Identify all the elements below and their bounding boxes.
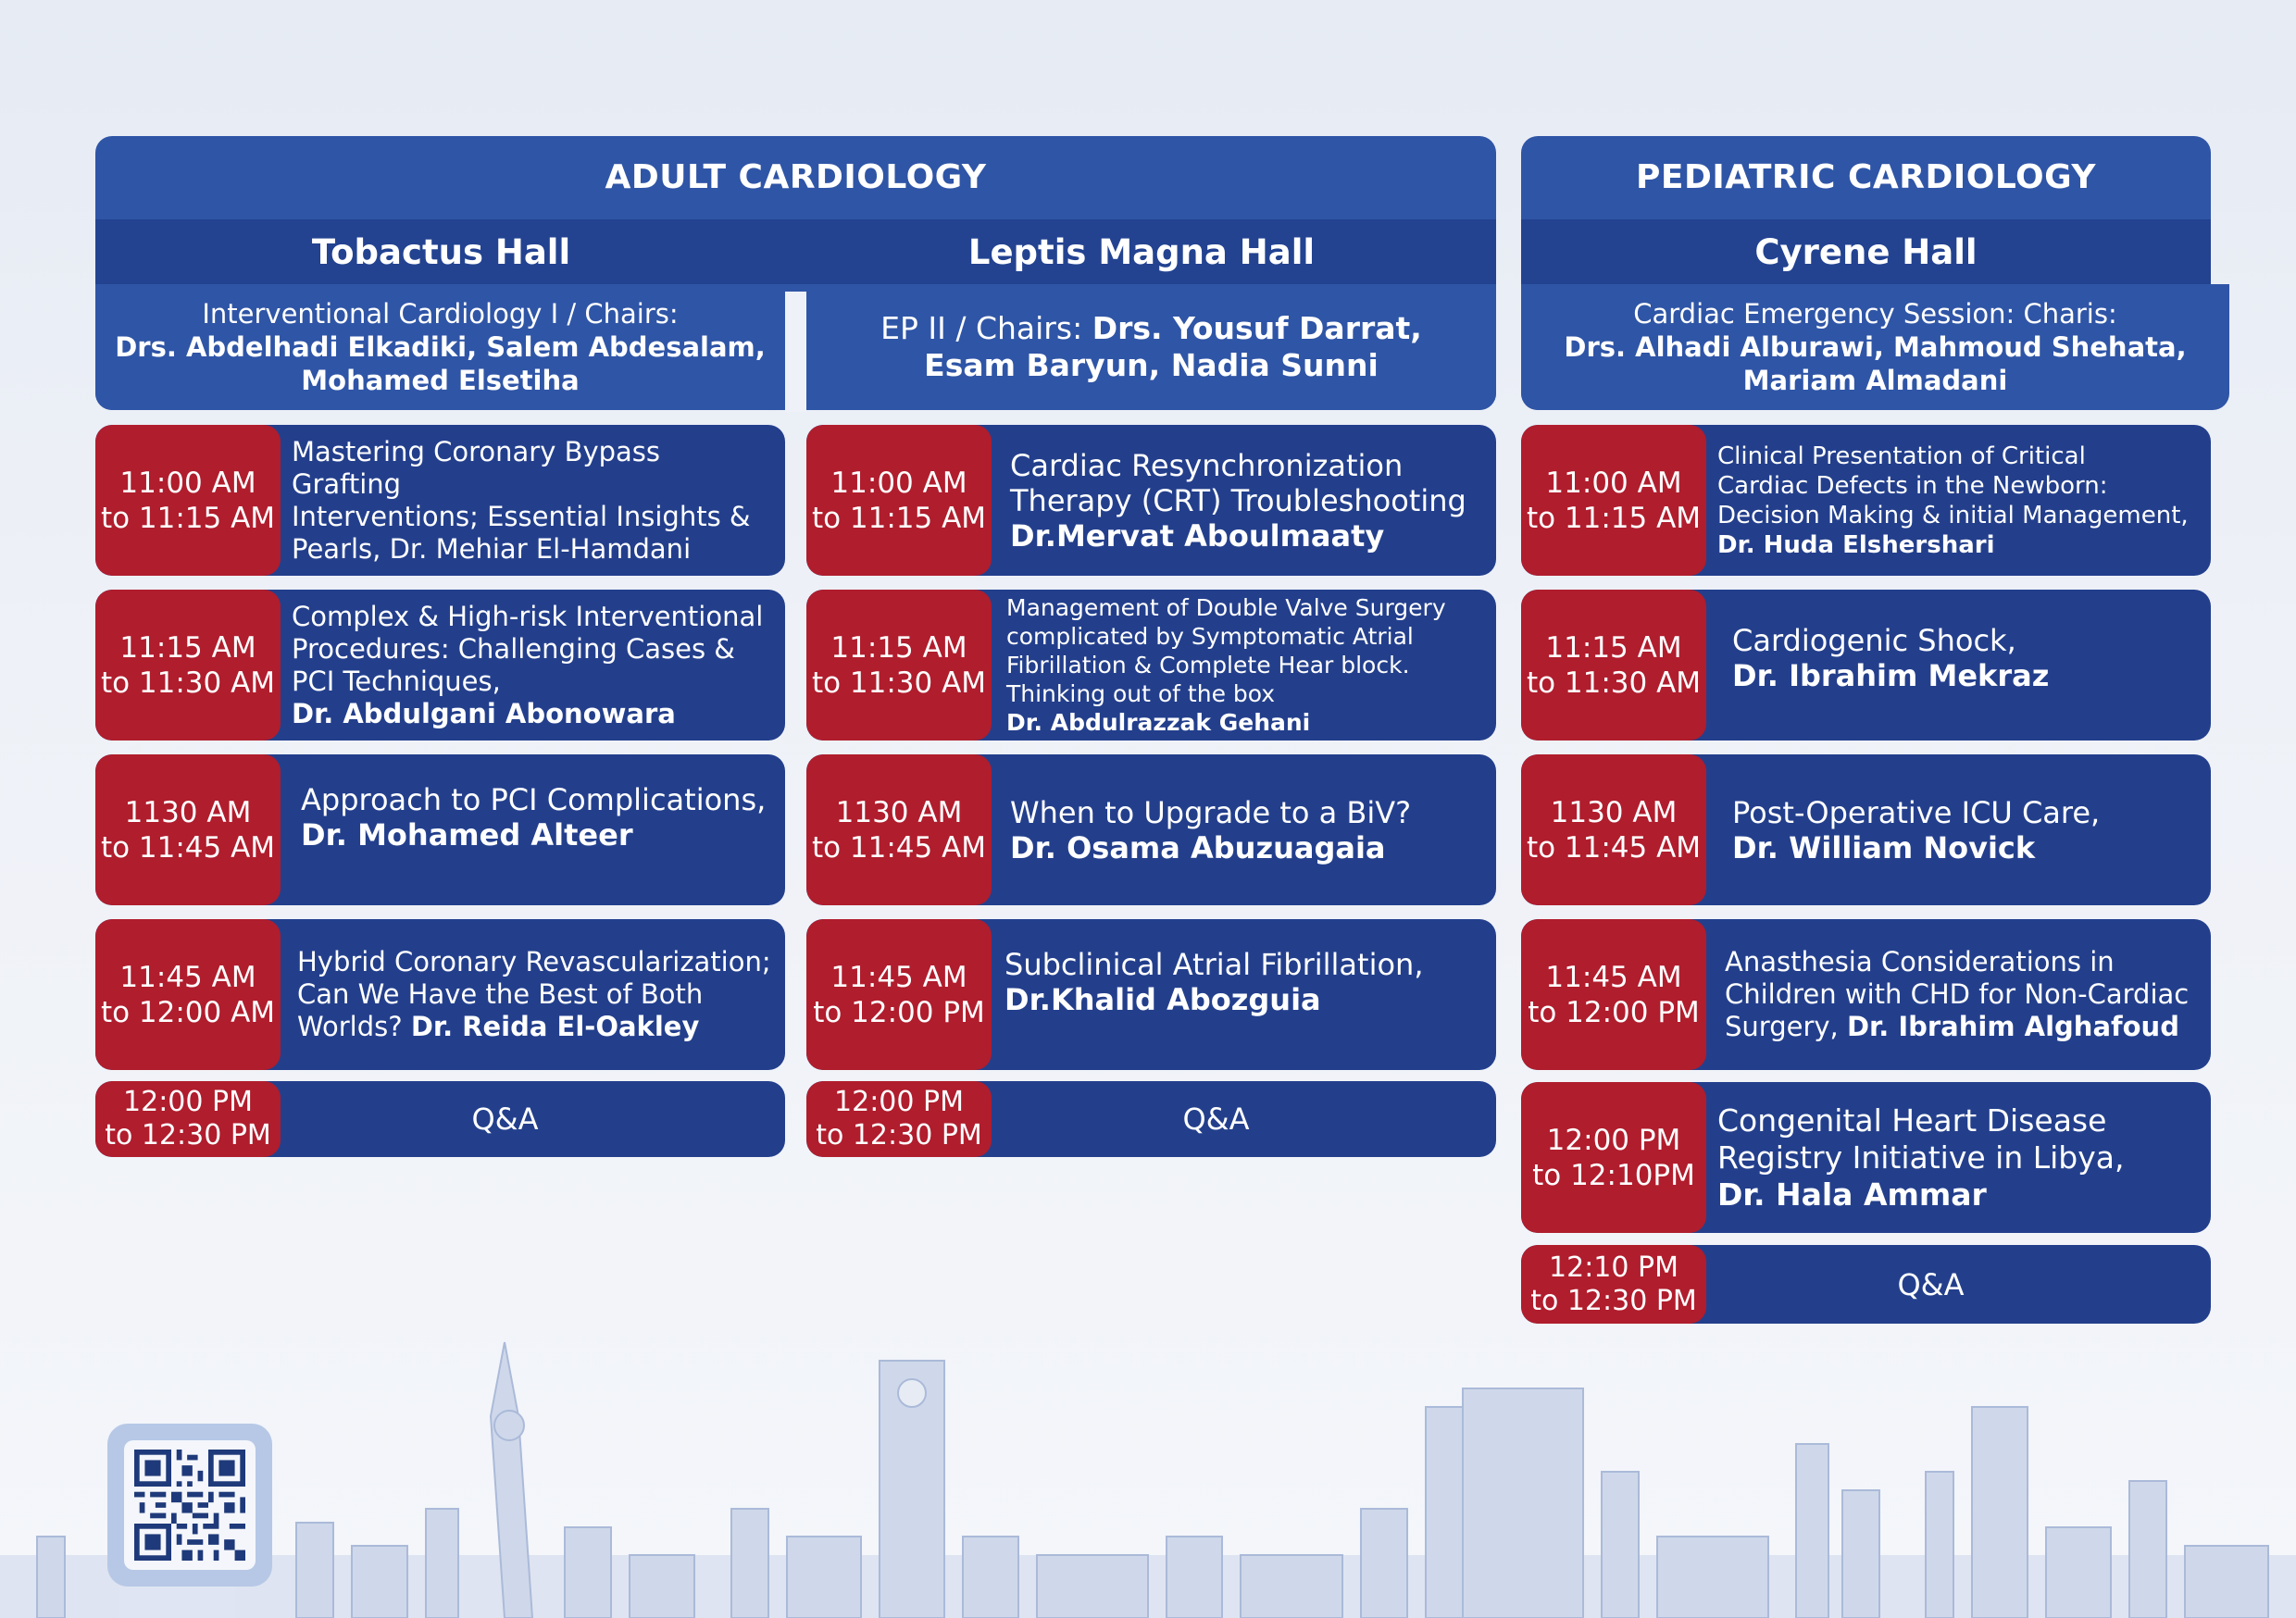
session-row [95,425,785,576]
time-slot: 11:45 AM to 12:00 AM [95,919,281,1070]
speaker-name: Dr.Khalid Abozguia [1004,982,1321,1017]
speaker-name: Dr. Hala Ammar [1717,1176,1987,1213]
talk-title: When to Upgrade to a BiV? [1010,794,1412,830]
talk-details [281,590,785,741]
talk-details [1706,1082,2211,1233]
cyrene-chairs-label: Cardiac Emergency Session: Charis: [1633,298,2117,330]
talk-details [1706,919,2211,1070]
talk-title: Worlds? [297,1011,403,1042]
time-slot: 1130 AM to 11:45 AM [1521,754,1706,905]
leptis-chairs-label: EP II / Chairs: [880,310,1083,346]
talk-title: Congenital Heart Disease [1717,1101,2107,1139]
talk-details [992,919,1496,1070]
tobactus-chairs-label: Interventional Cardiology I / Chairs: [202,298,679,330]
qa-row [95,1081,785,1157]
talk-details [992,590,1496,741]
talk-title: Cardiac Defects in the Newborn: [1717,471,2108,500]
pediatric-cardiology-header [1521,136,2211,410]
talk-details [992,425,1496,576]
talk-title: Registry Initiative in Libya, [1717,1139,2125,1176]
talk-details [281,919,785,1070]
qa-row [1521,1245,2211,1324]
leptis-chairs-names-2: Esam Baryun, Nadia Sunni [924,347,1379,383]
talk-title: Procedures: Challenging Cases & [292,632,735,665]
talk-title: Clinical Presentation of Critical [1717,442,2086,470]
qa-label: Q&A [1897,1266,1965,1302]
tobactus-chairs [95,284,785,410]
time-slot: 12:10 PM to 12:30 PM [1521,1245,1706,1324]
talk-title: Management of Double Valve Surgery [1006,594,1446,621]
qr-code[interactable] [107,1424,272,1587]
speaker-name: Dr. Ibrahim Mekraz [1732,658,2050,693]
session-row [1521,919,2211,1070]
talk-title: Post-Operative ICU Care, [1732,794,2101,830]
time-slot: 12:00 PM to 12:30 PM [95,1081,281,1157]
talk-title: Anasthesia Considerations in [1725,946,2115,977]
qa-label: Q&A [471,1101,539,1137]
talk-title: Complex & High-risk Interventional [292,600,764,632]
time-slot: 11:00 AM to 11:15 AM [806,425,992,576]
tobactus-chairs-names: Drs. Abdelhadi Elkadiki, Salem Abdesalam, [115,331,766,363]
talk-details [1706,590,2211,741]
time-slot: 11:15 AM to 11:30 AM [95,590,281,741]
time-slot: 1130 AM to 11:45 AM [95,754,281,905]
session-row [806,754,1496,905]
qa-label: Q&A [1182,1101,1250,1137]
speaker-name: Dr. Abdulgani Abonowara [292,697,676,729]
talk-details [281,425,785,576]
qa-row [806,1081,1496,1157]
cyrene-chairs [1521,284,2229,410]
speaker-name: Dr. Reida El-Oakley [410,1011,700,1042]
time-slot: 12:00 PM to 12:10PM [1521,1082,1706,1233]
leptis-magna-hall-title: Leptis Magna Hall [787,219,1496,284]
adult-cardiology-title: ADULT CARDIOLOGY [605,157,987,196]
talk-details [281,754,785,905]
time-slot: 11:00 AM to 11:15 AM [1521,425,1706,576]
time-slot: 12:00 PM to 12:30 PM [806,1081,992,1157]
talk-title: Thinking out of the box [1006,680,1276,707]
tobactus-hall-title: Tobactus Hall [95,219,787,284]
cyrene-chairs-names: Drs. Alhadi Alburawi, Mahmoud Shehata, [1564,331,2187,363]
talk-title: Therapy (CRT) Troubleshooting [1010,482,1466,518]
speaker-name: Dr. William Novick [1732,829,2036,865]
talk-title: Cardiogenic Shock, [1732,623,2016,658]
session-row [1521,590,2211,741]
session-row [95,919,785,1070]
time-slot: 11:15 AM to 11:30 AM [806,590,992,741]
talk-title: Surgery, [1725,1011,1839,1042]
time-slot: 11:15 AM to 11:30 AM [1521,590,1706,741]
session-row [1521,425,2211,576]
qr-code-inner [124,1440,256,1570]
session-row [806,425,1496,576]
time-slot: 11:45 AM to 12:00 PM [1521,919,1706,1070]
talk-title: Can We Have the Best of Both [297,978,704,1010]
talk-title: Cardiac Resynchronization [1010,447,1404,483]
talk-title: Pearls, Dr. Mehiar El-Hamdani [292,532,692,565]
chairs-divider [785,292,806,412]
session-row [95,754,785,905]
cyrene-chairs-names-2: Mariam Almadani [1742,365,2008,396]
talk-title: PCI Techniques, [292,665,501,697]
tobactus-chairs-names-2: Mohamed Elsetiha [301,365,580,396]
talk-details [1706,425,2211,576]
speaker-name: Dr.Mervat Aboulmaaty [1010,517,1385,554]
talk-title: Children with CHD for Non-Cardiac [1725,978,2190,1010]
talk-title: Decision Making & initial Management, [1717,501,2189,529]
talk-title: complicated by Symptomatic Atrial [1006,623,1414,650]
session-row [95,590,785,741]
session-row [806,919,1496,1070]
time-slot: 11:00 AM to 11:15 AM [95,425,281,576]
talk-title: Fibrillation & Complete Hear block. [1006,652,1410,678]
leptis-chairs-names: Drs. Yousuf Darrat, [1092,310,1422,346]
pediatric-cardiology-title: PEDIATRIC CARDIOLOGY [1636,157,2096,196]
talk-title: Subclinical Atrial Fibrillation, [1004,947,1424,982]
talk-title: Mastering Coronary Bypass Grafting [292,435,661,500]
time-slot: 1130 AM to 11:45 AM [806,754,992,905]
leptis-chairs [806,284,1496,410]
speaker-name: Dr. Huda Elshershari [1717,530,1995,559]
talk-title: Hybrid Coronary Revascularization; [297,946,771,977]
talk-details [1706,754,2211,905]
time-slot: 11:45 AM to 12:00 PM [806,919,992,1070]
talk-title: Interventions; Essential Insights & [292,500,751,532]
speaker-name: Dr. Abdulrazzak Gehani [1006,709,1311,736]
session-row [1521,754,2211,905]
qr-code-icon [134,1450,245,1561]
cyrene-hall-title: Cyrene Hall [1521,219,2211,284]
session-row [1521,1082,2211,1233]
talk-title: Approach to PCI Complications, [301,782,767,817]
speaker-name: Dr. Ibrahim Alghafoud [1846,1011,2179,1042]
speaker-name: Dr. Osama Abuzuagaia [1010,829,1386,865]
speaker-name: Dr. Mohamed Alteer [301,817,633,853]
city-skyline-illustration [0,1324,2296,1618]
session-row [806,590,1496,741]
talk-details [992,754,1496,905]
